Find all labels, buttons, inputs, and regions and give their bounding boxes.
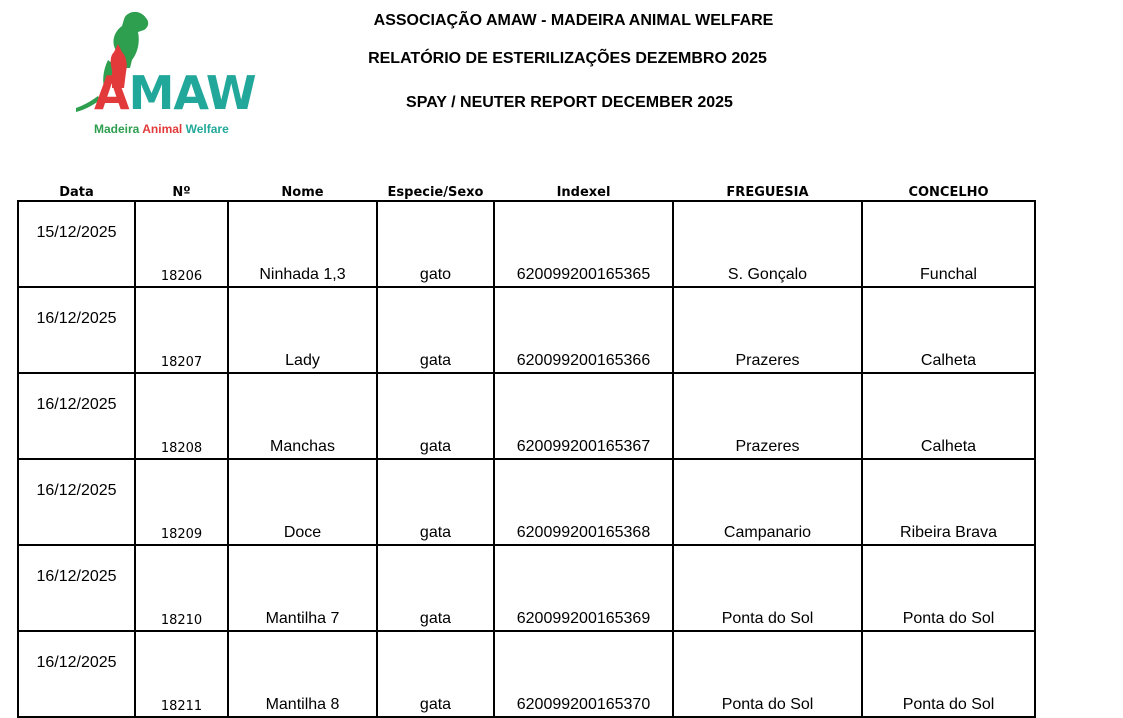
cell-number: 18211	[135, 631, 228, 717]
column-header-number: Nº	[172, 185, 191, 200]
cell-freguesia: Ponta do Sol	[673, 631, 862, 717]
table-row	[18, 287, 1035, 373]
column-header-date: Data	[59, 185, 94, 200]
cell-number: 18208	[135, 373, 228, 459]
cell-number: 18209	[135, 459, 228, 545]
cell-name: Mantilha 8	[228, 631, 377, 717]
cell-indexel: 620099200165369	[494, 545, 673, 631]
cell-number: 18207	[135, 287, 228, 373]
table-header-row	[18, 178, 1035, 201]
report-title-pt: RELATÓRIO DE ESTERILIZAÇÕES DEZEMBRO 2025	[368, 50, 767, 67]
association-title: ASSOCIAÇÃO AMAW - MADEIRA ANIMAL WELFARE	[373, 12, 774, 29]
cell-species: gata	[377, 545, 494, 631]
cell-name: Manchas	[228, 373, 377, 459]
cell-date: 15/12/2025	[18, 201, 135, 287]
cell-species: gata	[377, 373, 494, 459]
cell-concelho: Calheta	[862, 287, 1035, 373]
report-title-en: SPAY / NEUTER REPORT DECEMBER 2025	[406, 94, 733, 111]
table-row	[18, 459, 1035, 545]
sterilization-table	[17, 178, 1036, 718]
cell-name: Mantilha 7	[228, 545, 377, 631]
cell-freguesia: Prazeres	[673, 287, 862, 373]
cell-indexel: 620099200165365	[494, 201, 673, 287]
column-header-freguesia: FREGUESIA	[726, 185, 809, 200]
cell-name: Lady	[228, 287, 377, 373]
cell-indexel: 620099200165370	[494, 631, 673, 717]
cell-species: gata	[377, 287, 494, 373]
cell-name: Ninhada 1,3	[228, 201, 377, 287]
cell-date: 16/12/2025	[18, 545, 135, 631]
column-header-name: Nome	[281, 185, 324, 200]
cell-date: 16/12/2025	[18, 459, 135, 545]
cell-concelho: Ponta do Sol	[862, 631, 1035, 717]
cell-freguesia: Prazeres	[673, 373, 862, 459]
cell-date: 16/12/2025	[18, 373, 135, 459]
table-row	[18, 201, 1035, 287]
cell-freguesia: S. Gonçalo	[673, 201, 862, 287]
logo-wordmark: AMAW	[94, 66, 256, 120]
cell-indexel: 620099200165367	[494, 373, 673, 459]
cell-name: Doce	[228, 459, 377, 545]
cell-concelho: Ribeira Brava	[862, 459, 1035, 545]
cell-species: gata	[377, 631, 494, 717]
cell-freguesia: Ponta do Sol	[673, 545, 862, 631]
column-header-concelho: CONCELHO	[908, 185, 989, 200]
table-row	[18, 373, 1035, 459]
table-row	[18, 545, 1035, 631]
cell-species: gato	[377, 201, 494, 287]
cell-number: 18206	[135, 201, 228, 287]
cell-number: 18210	[135, 545, 228, 631]
cell-concelho: Ponta do Sol	[862, 545, 1035, 631]
column-header-species: Especie/Sexo	[387, 185, 484, 200]
cell-indexel: 620099200165366	[494, 287, 673, 373]
logo-tagline: Madeira Animal Welfare	[94, 122, 229, 136]
cell-species: gata	[377, 459, 494, 545]
column-header-indexel: Indexel	[556, 185, 611, 200]
cell-date: 16/12/2025	[18, 287, 135, 373]
cell-concelho: Calheta	[862, 373, 1035, 459]
table-row	[18, 631, 1035, 717]
cell-concelho: Funchal	[862, 201, 1035, 287]
cell-date: 16/12/2025	[18, 631, 135, 717]
cell-indexel: 620099200165368	[494, 459, 673, 545]
cell-freguesia: Campanario	[673, 459, 862, 545]
